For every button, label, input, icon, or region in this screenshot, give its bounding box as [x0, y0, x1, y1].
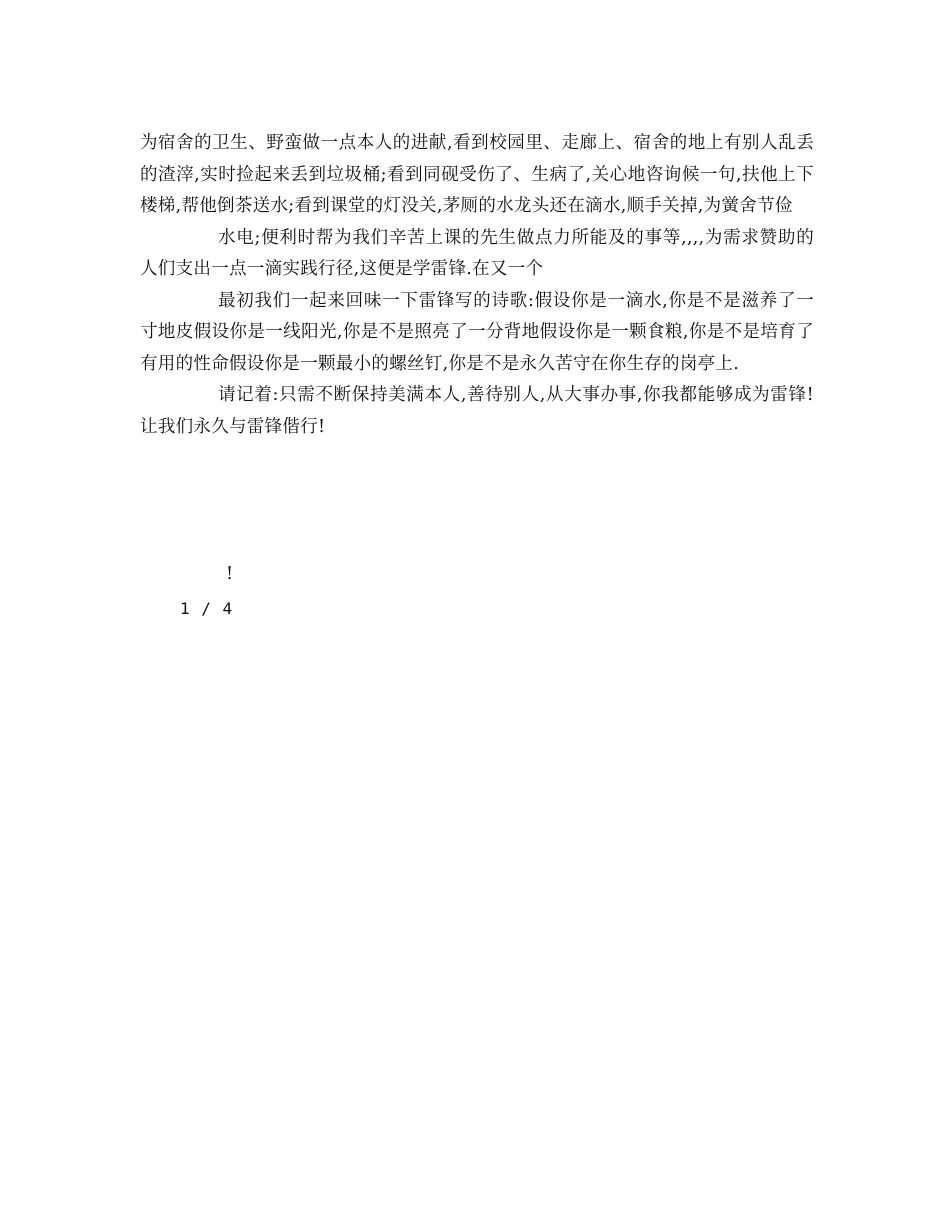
page-number: 1 / 4	[180, 599, 234, 618]
paragraph-3: 最初我们一起来回味一下雷锋写的诗歌:假设你是一滴水,你是不是滋养了一寸地皮假设你是一线阳光,你是不是照亮了一分背地假设你是一颗食粮,你是不是培育了有用的性命假设你是一颗最小的螺丝钉,你是不是永久苦守在你生存的岗亭上.	[140, 290, 814, 374]
document-body	[140, 128, 814, 443]
paragraph-2: 水电;便利时帮为我们辛苦上课的先生做点力所能及的事等,,,,为需求赞助的人们支出一点一滴实践行径,这便是学雷锋.在又一个	[140, 227, 814, 279]
paragraph-4: 请记着:只需不断保持美满本人,善待别人,从大事办事,你我都能够成为雷锋!让我们永久与雷锋偕行!	[140, 385, 814, 437]
stray-exclamation: !	[226, 564, 234, 584]
paragraph-1: 为宿舍的卫生、野蛮做一点本人的进献,看到校园里、走廊上、宿舍的地上有别人乱丢的渣滓,实时捡起来丢到垃圾桶;看到同砚受伤了、生病了,关心地咨询候一句,扶他上下楼梯,帮他倒茶送水;看到课堂的灯没关,茅厕的水龙头还在滴水,顺手关掉,为黉舍节俭	[140, 133, 814, 216]
